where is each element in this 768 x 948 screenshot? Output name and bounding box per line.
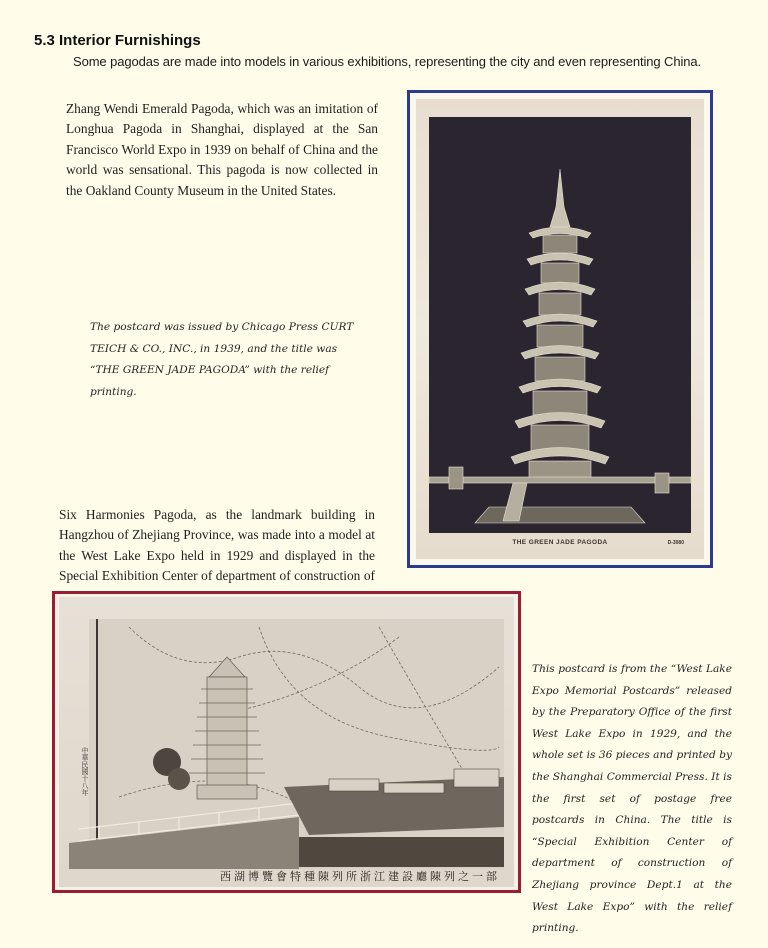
section-title: 5.3 Interior Furnishings bbox=[34, 32, 201, 49]
west-lake-postcard-caption: This postcard is from the “West Lake Expo Memorial Postcards” released by the Preparatory Office of the first West Lake Expo in 1929, and the whole set is 36 pieces and printed by the Shanghai Commercial Press. It is the first set of postage free postcards in China. The title is “Special Exhibition Center of department of construction of Zhejiang province Dept.1 at the West Lake Expo” with the relief printing. bbox=[532, 663, 732, 935]
green-jade-pagoda-postcard bbox=[416, 99, 704, 559]
west-lake-expo-postcard-frame bbox=[52, 591, 521, 893]
emerald-pagoda-description: Zhang Wendi Emerald Pagoda, which was an imitation of Longhua Pagoda in Shanghai, displayed at the San Francisco World Expo in 1939 on behalf of China and the world was sensational. This pagoda is now collected in the Oakland County Museum in the United States. bbox=[66, 101, 378, 198]
pagoda-illustration bbox=[429, 117, 691, 533]
postcard-side-text: 中華民國十八年 bbox=[81, 747, 89, 796]
postcard-printed-title: THE GREEN JADE PAGODA bbox=[512, 539, 608, 546]
exhibition-model-illustration bbox=[59, 597, 514, 887]
six-harmonies-pagoda-description: Six Harmonies Pagoda, as the landmark building in Hangzhou of Zhejiang Province, was made into a model at the West Lake Expo held in 1929 and displayed in the Special Exhibition Center of department of construction of bbox=[59, 507, 375, 584]
postcard-printed-code: D-3080 bbox=[667, 540, 684, 546]
postcard-printed-title: 西湖博覽會特種陳列所浙江建設廳陳列之一部 bbox=[220, 870, 500, 883]
west-lake-expo-postcard bbox=[59, 597, 514, 887]
green-jade-pagoda-postcard-frame bbox=[407, 90, 713, 568]
intro-text: Some pagodas are made into models in various exhibitions, representing the city and even representing China. bbox=[73, 54, 702, 69]
emerald-pagoda-caption: The postcard was issued by Chicago Press CURT TEICH & CO., INC., in 1939, and the title was “THE GREEN JADE PAGODA” with the relief printing. bbox=[90, 321, 354, 398]
pagoda-photo bbox=[429, 117, 691, 533]
